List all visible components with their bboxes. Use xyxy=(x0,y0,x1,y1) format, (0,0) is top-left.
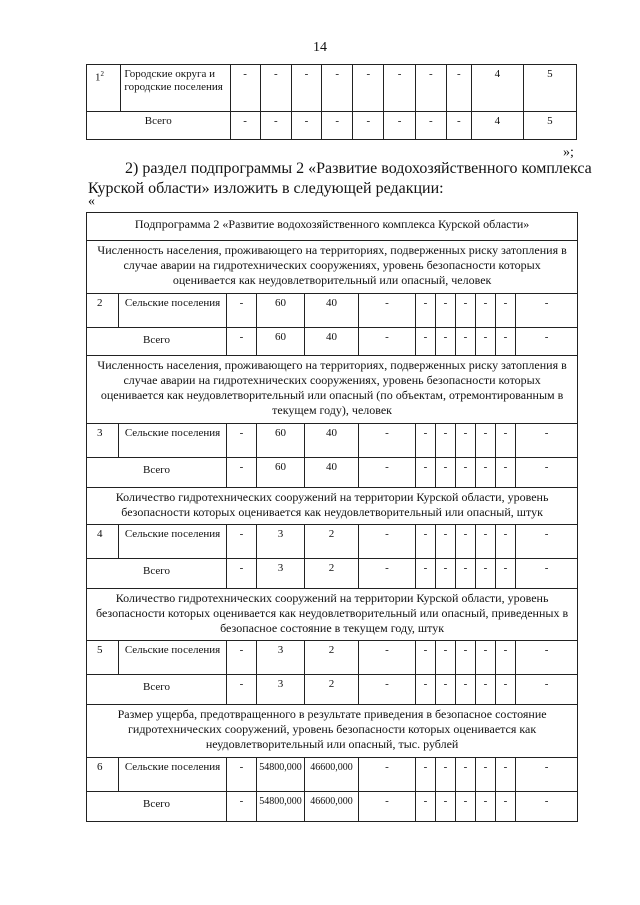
table-cell: - xyxy=(353,112,384,140)
table-cell: - xyxy=(359,675,416,705)
table-cell: - xyxy=(456,641,476,675)
table-cell: - xyxy=(476,424,496,458)
table-cell: - xyxy=(456,525,476,559)
table-cell: - xyxy=(476,559,496,589)
table-cell: - xyxy=(416,758,436,792)
table-cell: 40 xyxy=(305,294,359,328)
total-label: Всего xyxy=(87,328,227,356)
table-cell: - xyxy=(260,65,291,112)
row-number: 4 xyxy=(87,525,119,559)
table-cell: - xyxy=(496,424,516,458)
table-cell: 3 xyxy=(257,559,305,589)
table-cell: - xyxy=(456,294,476,328)
table-cell: - xyxy=(496,559,516,589)
table-cell: - xyxy=(359,458,416,488)
table-cell: - xyxy=(516,328,578,356)
table-cell: - xyxy=(416,424,436,458)
table-cell: 4 xyxy=(471,112,523,140)
table-cell: - xyxy=(496,525,516,559)
table-cell: - xyxy=(359,758,416,792)
table-cell: 4 xyxy=(471,65,523,112)
table-cell: - xyxy=(456,559,476,589)
table-cell: - xyxy=(476,641,496,675)
row-number: 6 xyxy=(87,758,119,792)
table-cell: - xyxy=(516,641,578,675)
table-cell: - xyxy=(456,424,476,458)
table-cell: 60 xyxy=(257,424,305,458)
paragraph-line-2: Курской области» изложить в следующей редакции: xyxy=(88,180,444,197)
table-cell: - xyxy=(227,641,257,675)
table-row xyxy=(87,792,578,822)
table-cell: - xyxy=(476,758,496,792)
table-cell: 60 xyxy=(257,294,305,328)
row-name: Сельские поселения xyxy=(119,525,227,559)
table-cell: 2 xyxy=(305,641,359,675)
table-row xyxy=(87,675,578,705)
table-row xyxy=(87,641,578,675)
table-cell: - xyxy=(476,525,496,559)
table-cell: - xyxy=(456,458,476,488)
section-title: Количество гидротехнических сооружений на территории Курской области, уровень безопасности которых оценивается как неудовлетворительный или опасный, приведенных в безопасное состояние в текущем году, штук xyxy=(87,589,578,641)
table-row xyxy=(87,424,578,458)
row-name: Сельские поселения xyxy=(119,641,227,675)
table-cell: - xyxy=(322,65,353,112)
table-row xyxy=(87,758,578,792)
section-title: Размер ущерба, предотвращенного в результате приведения в безопасное состояние гидротехнических сооружений, уровень безопасности которых оценивается как неудовлетворительный или опасный, тыс. рублей xyxy=(87,705,578,758)
row-name: Сельские поселения xyxy=(119,424,227,458)
total-label: Всего xyxy=(87,112,231,140)
section-title: Численность населения, проживающего на территориях, подверженных риску затопления в случае аварии на гидротехнических сооружениях, уровень безопасности которых оценивается как неудовлетворительный или опасный (по объектам, отремонтированным в текущем году), человек xyxy=(87,356,578,424)
table-cell: - xyxy=(359,328,416,356)
table-cell: - xyxy=(384,65,415,112)
table-cell: - xyxy=(416,328,436,356)
table-cell: - xyxy=(496,792,516,822)
paragraph-line-1: 2) раздел подпрограммы 2 «Развитие водохозяйственного комплекса xyxy=(125,160,592,177)
table-cell: - xyxy=(359,792,416,822)
subprogram-header: Подпрограмма 2 «Развитие водохозяйственного комплекса Курской области» xyxy=(87,213,578,241)
table-cell: - xyxy=(416,559,436,589)
table-cell: - xyxy=(230,65,260,112)
table-cell: - xyxy=(384,112,415,140)
table-cell: 40 xyxy=(305,328,359,356)
table-cell: - xyxy=(227,792,257,822)
total-label: Всего xyxy=(87,458,227,488)
table-cell: - xyxy=(496,675,516,705)
row-name: Сельские поселения xyxy=(119,758,227,792)
table-cell: - xyxy=(516,424,578,458)
row-name: Сельские поселения xyxy=(119,294,227,328)
table-cell: 3 xyxy=(257,525,305,559)
table-cell: - xyxy=(415,65,446,112)
table-cell: 60 xyxy=(257,328,305,356)
table-cell: - xyxy=(436,792,456,822)
table-cell: - xyxy=(436,458,456,488)
table-cell: - xyxy=(227,675,257,705)
row-number: $1^2$ xyxy=(87,65,121,112)
table-cell: 5 xyxy=(523,112,576,140)
table-cell: - xyxy=(416,792,436,822)
table-cell: - xyxy=(516,294,578,328)
table-cell: - xyxy=(456,758,476,792)
total-label: Всего xyxy=(87,559,227,589)
table-cell: 60 xyxy=(257,458,305,488)
table-cell: 40 xyxy=(305,458,359,488)
table-cell: - xyxy=(436,559,456,589)
table-cell: - xyxy=(476,675,496,705)
table-cell: - xyxy=(416,458,436,488)
table-cell: - xyxy=(476,328,496,356)
table-cell: - xyxy=(436,294,456,328)
row-number: 2 xyxy=(87,294,119,328)
table-cell: - xyxy=(496,458,516,488)
table-row xyxy=(87,112,577,140)
table-cell: - xyxy=(227,758,257,792)
table-cell: - xyxy=(456,792,476,822)
table-cell: 5 xyxy=(523,65,576,112)
table-row xyxy=(87,458,578,488)
table-cell: - xyxy=(516,458,578,488)
table-cell: 3 xyxy=(257,675,305,705)
table-cell: - xyxy=(359,424,416,458)
table-cell: - xyxy=(353,65,384,112)
table-cell: 40 xyxy=(305,424,359,458)
table-cell: - xyxy=(496,328,516,356)
table-cell: - xyxy=(496,641,516,675)
table-cell: 54800,000 xyxy=(257,792,305,822)
table-cell: - xyxy=(436,328,456,356)
table-cell: - xyxy=(416,525,436,559)
table-cell: - xyxy=(227,458,257,488)
table-cell: - xyxy=(436,641,456,675)
table-cell: - xyxy=(516,559,578,589)
continued-table xyxy=(86,64,577,140)
table-cell: - xyxy=(359,641,416,675)
table-cell: - xyxy=(436,424,456,458)
table-cell: - xyxy=(416,675,436,705)
table-cell: - xyxy=(496,294,516,328)
table-cell: - xyxy=(227,559,257,589)
table-cell: 46600,000 xyxy=(305,792,359,822)
row-number: 5 xyxy=(87,641,119,675)
table-cell: - xyxy=(260,112,291,140)
row-number: 3 xyxy=(87,424,119,458)
table-cell: - xyxy=(436,758,456,792)
row-name: Городские округа и городские поселения xyxy=(121,65,230,112)
table-cell: - xyxy=(416,641,436,675)
table-cell: - xyxy=(227,424,257,458)
table-cell: - xyxy=(359,559,416,589)
table-cell: - xyxy=(446,112,471,140)
total-label: Всего xyxy=(87,675,227,705)
table-cell: - xyxy=(516,792,578,822)
table-cell: - xyxy=(359,294,416,328)
section-title: Количество гидротехнических сооружений на территории Курской области, уровень безопасности которых оценивается как неудовлетворительный или опасный, штук xyxy=(87,488,578,525)
table-cell: 2 xyxy=(305,525,359,559)
table-row xyxy=(87,65,577,112)
table-cell: - xyxy=(476,294,496,328)
table-cell: - xyxy=(516,675,578,705)
section-title: Численность населения, проживающего на территориях, подверженных риску затопления в случае аварии на гидротехнических сооружениях, уровень безопасности которых оценивается как неудовлетворительный или опасный, человек xyxy=(87,241,578,294)
table-cell: - xyxy=(359,525,416,559)
table-cell: - xyxy=(291,112,321,140)
table-row xyxy=(87,328,578,356)
table-cell: - xyxy=(436,675,456,705)
table-cell: - xyxy=(415,112,446,140)
table-cell: - xyxy=(227,525,257,559)
table-row xyxy=(87,559,578,589)
total-label: Всего xyxy=(87,792,227,822)
table-cell: 46600,000 xyxy=(305,758,359,792)
table-cell: - xyxy=(291,65,321,112)
table-cell: - xyxy=(416,294,436,328)
table-cell: - xyxy=(227,294,257,328)
table-cell: - xyxy=(227,328,257,356)
table-cell: 3 xyxy=(257,641,305,675)
table-cell: - xyxy=(476,458,496,488)
table-row xyxy=(87,525,578,559)
table-cell: 54800,000 xyxy=(257,758,305,792)
table-cell: - xyxy=(436,525,456,559)
table-cell: - xyxy=(496,758,516,792)
table-cell: - xyxy=(446,65,471,112)
table-cell: - xyxy=(516,525,578,559)
table-cell: - xyxy=(516,758,578,792)
table-cell: - xyxy=(476,792,496,822)
table-cell: - xyxy=(456,675,476,705)
table-cell: - xyxy=(230,112,260,140)
opening-quote: « xyxy=(88,194,95,209)
table-cell: 2 xyxy=(305,559,359,589)
table-cell: - xyxy=(456,328,476,356)
closing-quote: »; xyxy=(563,145,574,160)
page-number: 14 xyxy=(313,40,327,55)
table-cell: 2 xyxy=(305,675,359,705)
subprogram-table xyxy=(86,212,578,822)
table-cell: - xyxy=(322,112,353,140)
table-row xyxy=(87,294,578,328)
